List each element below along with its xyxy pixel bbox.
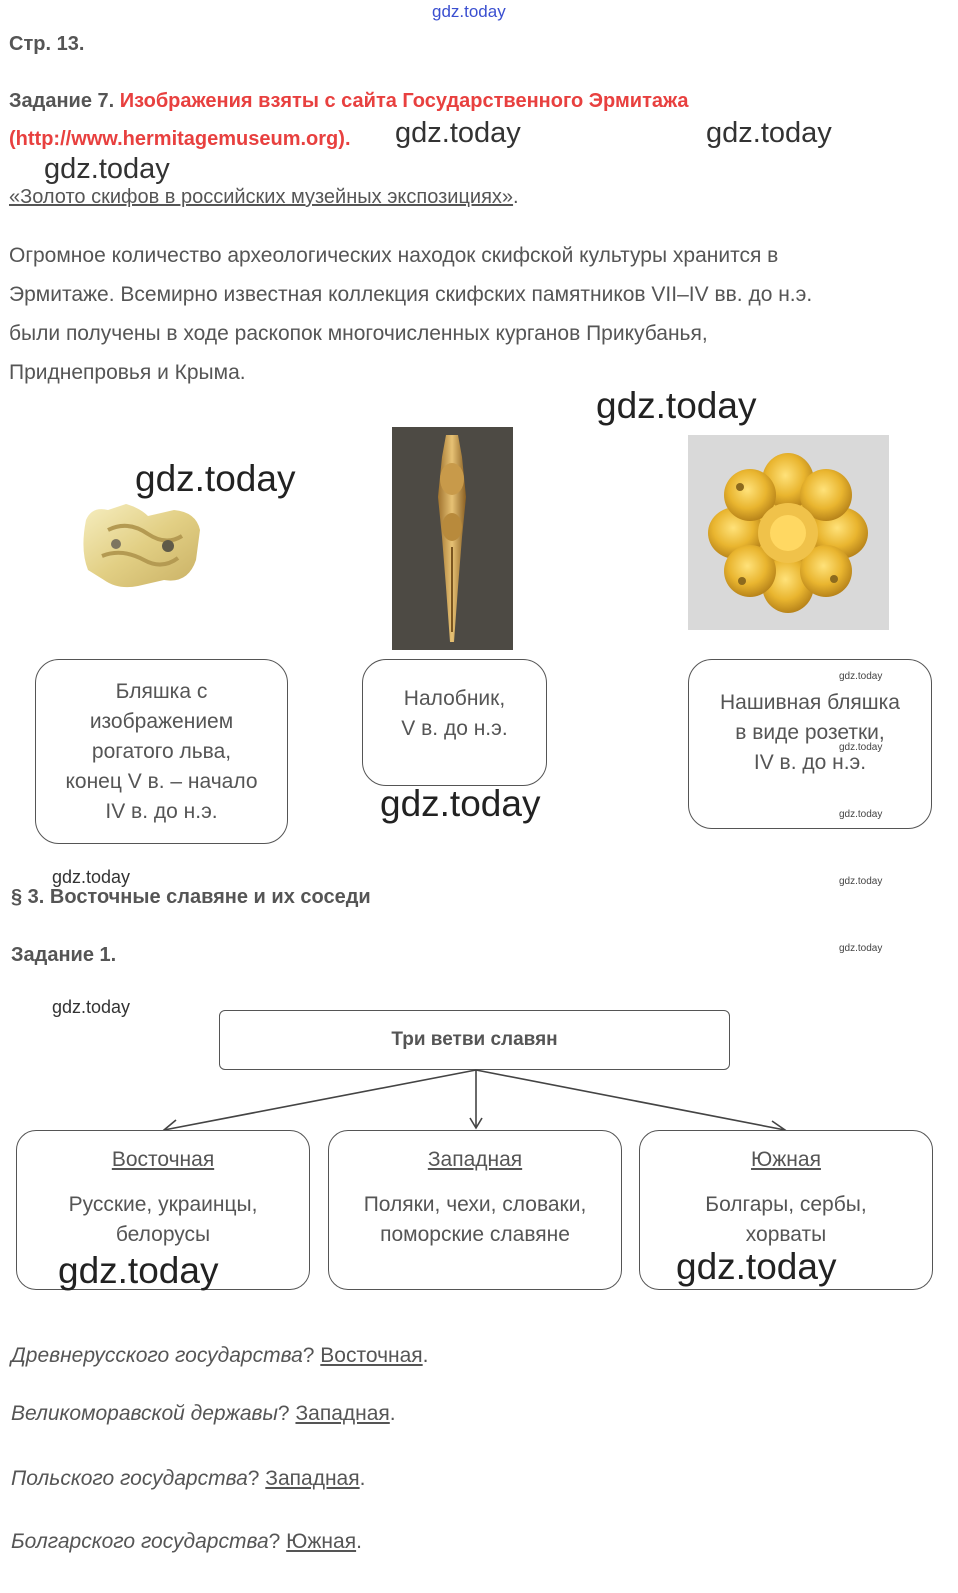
hermitage-link[interactable]: (http://www.hermitagemuseum.org) [9,128,345,150]
branch-west [328,1130,622,1290]
branch-name: Восточная [111,1148,215,1171]
watermark: gdz.today [839,742,883,753]
watermark: gdz.today [44,153,170,185]
answer-text: Западная [295,1402,390,1425]
answer-text: Западная [265,1467,360,1490]
question-text: Великоморавской державы [11,1402,278,1425]
caption-line: Бляшка с [115,679,208,703]
watermark: gdz.today [706,117,832,149]
watermark: gdz.today [596,385,757,426]
question-mark: ? [302,1344,315,1367]
branch-peoples-line: хорваты [745,1223,827,1246]
watermark: gdz.today [839,671,883,682]
task7-heading [9,90,689,113]
task7-label: Задание 7. [9,90,115,112]
caption-line: V в. до н.э. [401,716,508,740]
answer-end: . [422,1344,429,1367]
caption-line: изображением [89,709,234,733]
question-text: Древнерусского государства [11,1344,303,1367]
diagram-root-node: Три ветви славян [219,1010,730,1070]
exhibit-link[interactable]: «Золото скифов в российских музейных экспозициях» [9,186,514,208]
task7-paragraph [9,236,949,392]
watermark: gdz.today [839,809,883,820]
caption-line: в виде розетки, [735,721,885,744]
section-title: § 3. Восточные славяне и их соседи [11,886,371,908]
question-answer [11,1530,362,1554]
task1-label: Задание 1. [11,944,117,966]
paragraph-line: Приднепровья и Крыма. [9,361,246,384]
watermark: gdz.today [395,117,521,149]
site-watermark-top: gdz.today [432,2,506,21]
caption-line: Нашивная бляшка [720,691,900,714]
branch-peoples-line: Русские, украинцы, [68,1193,258,1216]
watermark: gdz.today [380,783,541,824]
caption-line: конец V в. – начало [65,769,258,793]
branch-peoples-line: Поляки, чехи, словаки, [363,1193,587,1216]
exhibit-dot: . [513,186,519,208]
answer-end: . [359,1467,366,1490]
branch-peoples-line: поморские славяне [380,1223,570,1246]
task7-source-text: Изображения взяты с сайта Государственного Эрмитажа [119,90,689,112]
watermark: gdz.today [676,1246,837,1287]
arrow-to-east [164,1070,476,1130]
branch-peoples-line: белорусы [115,1223,211,1246]
caption-line: IV в. до н.э. [105,799,218,823]
artifact-caption-frontlet [362,659,547,786]
paragraph-line: Эрмитаже. Всемирно известная коллекция скифских памятников VII–IV вв. до н.э. [9,283,813,306]
answer-end: . [356,1530,362,1553]
exhibit-line [9,186,519,209]
rosette-plaque-image [688,435,889,630]
caption-line: IV в. до н.э. [753,751,867,774]
watermark: gdz.today [52,997,131,1017]
diagram-arrows [0,1068,958,1134]
artifact-caption-rosette [688,659,932,829]
watermark: gdz.today [135,458,296,499]
caption-line: Налобник, [403,686,506,710]
page-number: Стр. 13. [9,33,85,55]
link-dot: . [344,128,351,150]
artifact-caption-lion-plaque [35,659,288,844]
answer-text: Восточная [320,1344,423,1367]
branch-name: Южная [751,1148,821,1171]
question-mark: ? [268,1530,281,1553]
task7-source-line [9,128,351,151]
answer-end: . [389,1402,396,1425]
question-text: Болгарского государства [11,1530,269,1553]
question-text: Польского государства [11,1467,248,1490]
question-mark: ? [247,1467,260,1490]
branch-name: Западная [427,1148,523,1171]
paragraph-line: были получены в ходе раскопок многочисленных курганов Прикубанья, [9,322,708,345]
caption-line: рогатого льва, [91,739,232,763]
question-answer [11,1467,365,1491]
question-answer [11,1344,429,1368]
watermark: gdz.today [58,1250,219,1291]
arrow-to-south [476,1070,785,1130]
answer-text: Южная [286,1530,357,1553]
lion-plaque-image [78,500,204,592]
branch-peoples-line: Болгары, сербы, [705,1193,867,1216]
question-mark: ? [277,1402,290,1425]
watermark: gdz.today [52,867,131,887]
question-answer [11,1402,396,1426]
watermark: gdz.today [839,876,883,887]
frontlet-image [392,427,513,650]
watermark: gdz.today [839,943,883,954]
paragraph-line: Огромное количество археологических находок скифской культуры хранится в [9,244,779,267]
